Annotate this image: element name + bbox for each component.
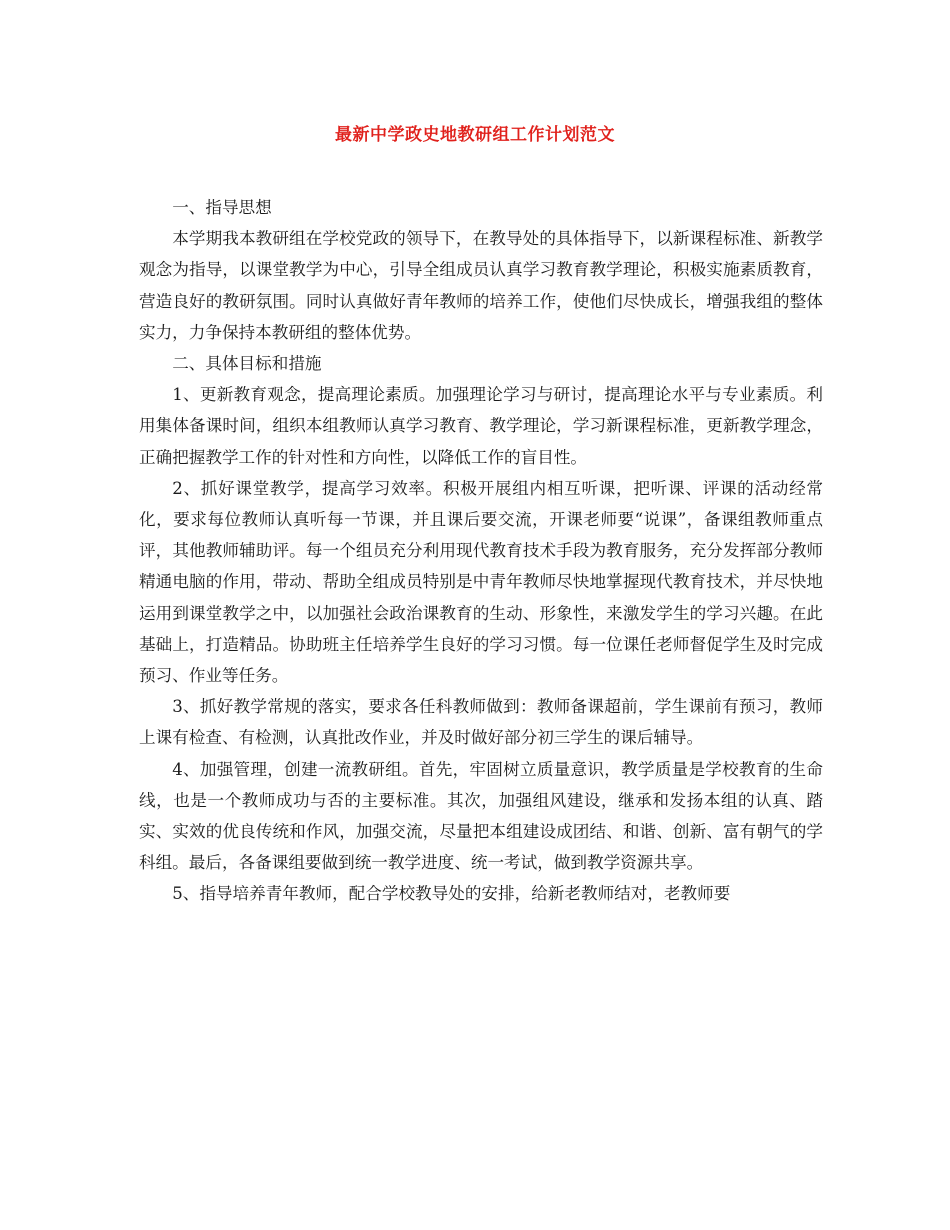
document-body xyxy=(139,192,823,910)
paragraph-item-1: 1、更新教育观念，提高理论素质。加强理论学习与研讨，提高理论水平与专业素质。利用集体备课时间，组织本组教师认真学习教育、教学理论，学习新课程标准，更新教学理念，正确把握教学工作的针对性和方向性，以降低工作的盲目性。 xyxy=(139,385,823,467)
paragraph-item-3: 3、抓好教学常规的落实，要求各任科教师做到：教师备课超前，学生课前有预习，教师上课有检查、有检测，认真批改作业，并及时做好部分初三学生的课后辅导。 xyxy=(139,697,823,748)
section-heading-guiding-ideology: 一、指导思想 xyxy=(172,198,272,217)
section-heading-goals-measures: 二、具体目标和措施 xyxy=(172,354,322,374)
document-title: 最新中学政史地教研组工作计划范文 xyxy=(335,125,615,145)
paragraph-item-5: 5、指导培养青年教师，配合学校教导处的安排，给新老教师结对，老教师要 xyxy=(172,884,731,904)
paragraph-guiding-ideology: 本学期我本教研组在学校党政的领导下，在教导处的具体指导下，以新课程标准、新教学观念为指导，以课堂教学为中心，引导全组成员认真学习教育教学理论，积极实施素质教育，营造良好的教研氛围。同时认真做好青年教师的培养工作，使他们尽快成长，增强我组的整体实力，力争保持本教研组的整体优势。 xyxy=(139,229,823,342)
paragraph-item-2: 2、抓好课堂教学，提高学习效率。积极开展组内相互听课，把听课、评课的活动经常化，要求每位教师认真听每一节课，并且课后要交流，开课老师要“说课”，备课组教师重点评，其他教师辅助评。每一个组员充分利用现代教育技术手段为教育服务，充分发挥部分教师精通电脑的作用，带动、帮助全组成员特别是中青年教师尽快地掌握现代教育技术，并尽快地运用到课堂教学之中，以加强社会政治课教育的生动、形象性，来激发学生的学习兴趣。在此基础上，打造精品。协助班主任培养学生良好的学习习惯。每一位课任老师督促学生及时完成预习、作业等任务。 xyxy=(139,478,823,686)
paragraph-item-4: 4、加强管理，创建一流教研组。首先，牢固树立质量意识，教学质量是学校教育的生命线，也是一个教师成功与否的主要标准。其次，加强组风建设，继承和发扬本组的认真、踏实、实效的优良传统和作风，加强交流，尽量把本组建设成团结、和谐、创新、富有朝气的学科组。最后，各备课组要做到统一教学进度、统一考试，做到教学资源共享。 xyxy=(139,759,823,873)
